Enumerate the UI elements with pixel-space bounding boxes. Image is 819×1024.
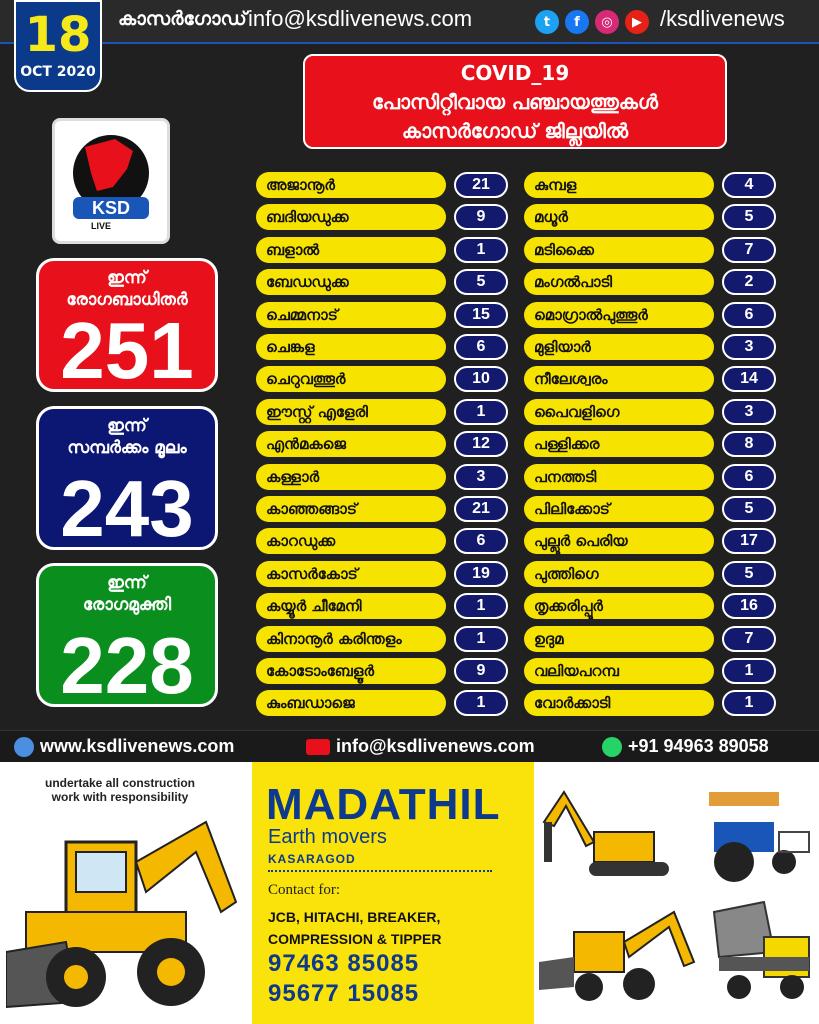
ad-services [268,906,441,950]
recovered-label-2: രോഗമുക്തി [82,595,172,615]
panchayat-name: പൈവളിഗെ [524,399,714,425]
panchayat-count: 12 [454,431,508,457]
logo-sub: LIVE [91,221,112,231]
panchayat-count: 9 [454,204,508,230]
panchayat-name: പിലിക്കോട് [524,496,714,522]
twitter-icon[interactable]: t [535,10,559,34]
panchayat-name: മുളിയാർ [524,334,714,360]
panchayat-name: ചെമ്മനാട് [256,302,446,328]
panchayat-name: എൻമകജെ [256,431,446,457]
panchayat-count: 5 [722,204,776,230]
panchayat-count: 6 [722,302,776,328]
contact-bar [0,730,819,762]
mail-icon [306,739,330,755]
panchayat-count: 3 [722,334,776,360]
panchayat-count: 17 [722,528,776,554]
contact-label-1: ഇന്ന് [107,416,147,436]
date-day: 18 [24,7,92,63]
panchayat-name: പുത്തിഗെ [524,561,714,587]
panchayat-count: 7 [722,237,776,263]
panchayat-name: കള്ളാർ [256,464,446,490]
phone-text: +91 94963 89058 [628,736,769,756]
panchayat-name: ബേഡഡുക്ക [256,269,446,295]
title-box [303,54,727,149]
panchayat-name: കുമ്പള [524,172,714,198]
ad-services-1: JCB, HITACHI, BREAKER, [268,909,441,925]
panchayat-name: ചെറുവത്തൂർ [256,366,446,392]
ad-place: KASARAGOD [268,852,356,866]
backhoe-loader-image [6,802,246,1022]
infected-label-1: ഇന്ന് [107,268,147,288]
email-text: info@ksdlivenews.com [336,736,535,756]
ad-middle-panel [252,762,534,1024]
panchayat-count: 4 [722,172,776,198]
panchayat-name: വലിയപറമ്പ [524,658,714,684]
ad-phone-1[interactable]: 97463 85085 [268,950,420,977]
panchayat-count: 16 [722,593,776,619]
instagram-icon[interactable]: ◎ [595,10,619,34]
advertisement[interactable] [0,762,819,1024]
date-month: OCT 2020 [20,64,96,80]
panchayat-name: തൃക്കരിപ്പൂർ [524,593,714,619]
panchayat-count: 5 [722,561,776,587]
panchayat-name: വോർക്കാടി [524,690,714,716]
panchayat-count: 1 [722,658,776,684]
panchayat-name: പനത്തടി [524,464,714,490]
panchayat-name: ഈസ്റ്റ് എളേരി [256,399,446,425]
machinery-images [534,762,819,1024]
panchayat-name: കയ്യൂർ ചീമേനി [256,593,446,619]
panchayat-count: 1 [454,237,508,263]
title-line-3: കാസർഗോഡ് ജില്ലയിൽ [401,119,629,143]
recovered-value: 228 [60,621,194,710]
panchayat-count: 15 [454,302,508,328]
panchayat-name: ബളാൽ [256,237,446,263]
date-badge [14,0,102,92]
panchayat-count: 6 [454,334,508,360]
phone-contact[interactable] [602,736,769,757]
panchayat-count: 9 [454,658,508,684]
panchayat-name: കാസർകോട് [256,561,446,587]
tipper-truck-image [714,902,809,999]
panchayat-count: 10 [454,366,508,392]
infected-label-2: രോഗബാധിതർ [66,290,188,310]
header-email[interactable]: info@ksdlivenews.com [248,6,473,31]
panchayat-count: 2 [722,269,776,295]
panchayat-name: മൊഗ്രാൽപുത്തൂർ [524,302,714,328]
infected-stat-box [36,258,218,395]
title-line-2: പോസിറ്റീവായ പഞ്ചായത്തുകൾ [372,90,658,114]
panchayat-name: ഉദുമ [524,626,714,652]
ad-subtitle: Earth movers [268,826,387,848]
recovered-stat-box [36,563,218,710]
panchayat-name: മംഗൽപാടി [524,269,714,295]
panchayat-count: 3 [454,464,508,490]
panchayat-count: 5 [722,496,776,522]
website-text: www.ksdlivenews.com [40,736,235,756]
ad-contact-label: Contact for: [268,882,341,898]
ad-divider [268,870,492,872]
ad-phone-2[interactable]: 95677 15085 [268,980,420,1007]
panchayat-count: 21 [454,172,508,198]
panchayat-name: പുല്ലൂർ പെരിയ [524,528,714,554]
social-icons [535,10,649,34]
panchayat-name: ബദിയഡുക്ക [256,204,446,230]
panchayat-name: കാറഡുക്ക [256,528,446,554]
globe-icon [14,737,34,757]
panchayat-name: കുംബഡാജെ [256,690,446,716]
recovered-label-1: ഇന്ന് [107,573,147,593]
ad-brand: MADATHIL [266,780,501,829]
panchayat-count: 1 [454,399,508,425]
ad-tagline [20,776,220,804]
panchayat-count: 1 [454,690,508,716]
logo-text: KSD [91,198,131,218]
panchayat-count: 5 [454,269,508,295]
title-line-1: COVID_19 [460,61,570,85]
contact-label-2: സമ്പർക്കം മൂലം [67,438,187,458]
panchayat-count: 1 [722,690,776,716]
contact-value: 243 [60,464,194,553]
ad-tagline-1: undertake all construction [44,776,196,790]
panchayat-count: 19 [454,561,508,587]
youtube-icon[interactable]: ▶ [625,10,649,34]
district-label: കാസർഗോഡ് [118,8,247,30]
panchayat-count: 3 [722,399,776,425]
facebook-icon[interactable]: f [565,10,589,34]
panchayat-count: 8 [722,431,776,457]
panchayat-name: കോടോംബേളൂർ [256,658,446,684]
panchayat-name: പള്ളിക്കര [524,431,714,457]
whatsapp-icon [602,737,622,757]
excavator-image [544,792,669,876]
panchayat-count: 6 [454,528,508,554]
panchayat-name: അജാനൂർ [256,172,446,198]
panchayat-name: കാഞ്ഞങ്ങാട് [256,496,446,522]
panchayat-count: 1 [454,593,508,619]
ad-tagline-2: work with responsibility [51,790,189,804]
website-contact[interactable] [14,736,234,757]
tractor-image [709,792,809,882]
ad-right-panel [534,762,819,1024]
infected-value: 251 [60,306,194,395]
panchayat-name: കിനാനൂർ കരിന്തളം [256,626,446,652]
ad-left-panel [0,762,252,1024]
panchayat-count: 7 [722,626,776,652]
panchayat-name: ചെങ്കള [256,334,446,360]
ksd-logo [52,118,170,244]
backhoe-small-image [539,912,694,1001]
logo-graphic [63,129,159,233]
panchayat-count: 14 [722,366,776,392]
panchayat-name: മധൂർ [524,204,714,230]
contact-stat-box [36,406,218,553]
panchayat-name: മടിക്കൈ [524,237,714,263]
panchayat-name: നീലേശ്വരം [524,366,714,392]
email-contact[interactable] [306,736,535,757]
social-handle[interactable]: /ksdlivenews [660,6,785,31]
ad-services-2: COMPRESSION & TIPPER [268,931,442,947]
panchayat-count: 21 [454,496,508,522]
panchayat-count: 6 [722,464,776,490]
panchayat-count: 1 [454,626,508,652]
top-bar [0,0,819,44]
